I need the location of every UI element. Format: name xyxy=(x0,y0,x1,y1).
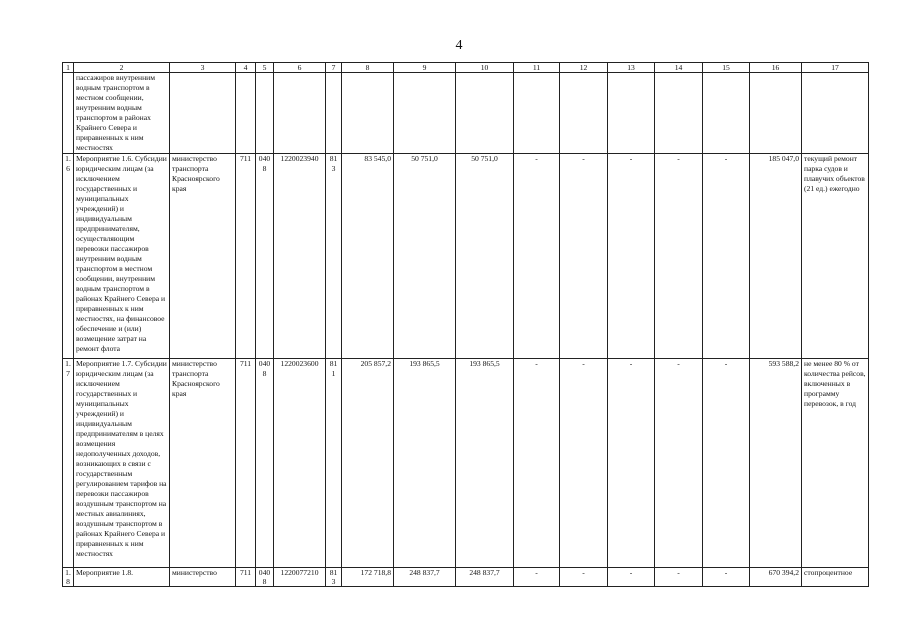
column-number-10: 10 xyxy=(456,63,514,73)
grbs-code-cell: 711 xyxy=(236,154,256,359)
page-number: 4 xyxy=(455,38,463,53)
amount-total-cell: 670 394,2 xyxy=(750,568,802,587)
amount-col-13-cell: - xyxy=(608,359,655,568)
row-number-cell: 1.7 xyxy=(63,359,74,568)
amount-year-2-cell: 50 751,0 xyxy=(394,154,456,359)
expected-result-cell: текущий ремонт парка судов и плавучих объектов (21 ед.) ежегодно xyxy=(802,154,869,359)
amount-col-13-cell: - xyxy=(608,568,655,587)
row-number-cell xyxy=(63,73,74,154)
amount-year-2-cell: 193 865,5 xyxy=(394,359,456,568)
amount-col-13-cell xyxy=(608,73,655,154)
section-code-cell: 0408 xyxy=(256,154,274,359)
amount-year-2-cell: 248 837,7 xyxy=(394,568,456,587)
column-number-13: 13 xyxy=(608,63,655,73)
table-row xyxy=(63,73,869,154)
column-number-4: 4 xyxy=(236,63,256,73)
column-number-9: 9 xyxy=(394,63,456,73)
expected-result-cell xyxy=(802,73,869,154)
column-number-3: 3 xyxy=(170,63,236,73)
executor-cell: министерство транспорта Красноярского края xyxy=(170,154,236,359)
table-row xyxy=(63,154,869,359)
amount-col-14-cell: - xyxy=(655,154,703,359)
column-number-header-row xyxy=(63,63,869,73)
expense-type-code-cell: 813 xyxy=(326,154,342,359)
amount-col-13-cell: - xyxy=(608,154,655,359)
amount-col-15-cell xyxy=(703,73,750,154)
amount-col-12-cell: - xyxy=(560,154,608,359)
amount-col-14-cell: - xyxy=(655,568,703,587)
amount-col-11-cell: - xyxy=(514,568,560,587)
amount-col-11-cell: - xyxy=(514,359,560,568)
amount-col-14-cell: - xyxy=(655,359,703,568)
amount-col-11-cell: - xyxy=(514,154,560,359)
table-row xyxy=(63,359,869,568)
column-number-12: 12 xyxy=(560,63,608,73)
amount-col-11-cell xyxy=(514,73,560,154)
section-code-cell: 0408 xyxy=(256,568,274,587)
measure-name-cell: пассажиров внутренним водным транспортом в местном сообщении, внутренним водным транспортом в районах Крайнего Севера и приравненных к ним местностях xyxy=(74,73,170,154)
grbs-code-cell: 711 xyxy=(236,568,256,587)
column-number-15: 15 xyxy=(703,63,750,73)
column-number-5: 5 xyxy=(256,63,274,73)
amount-col-15-cell: - xyxy=(703,359,750,568)
amount-total-cell: 593 588,2 xyxy=(750,359,802,568)
column-number-1: 1 xyxy=(63,63,74,73)
column-number-8: 8 xyxy=(342,63,394,73)
amount-col-12-cell: - xyxy=(560,568,608,587)
amount-col-15-cell: - xyxy=(703,568,750,587)
column-number-2: 2 xyxy=(74,63,170,73)
amount-col-15-cell: - xyxy=(703,154,750,359)
amount-year-3-cell: 248 837,7 xyxy=(456,568,514,587)
column-number-6: 6 xyxy=(274,63,326,73)
column-number-14: 14 xyxy=(655,63,703,73)
column-number-16: 16 xyxy=(750,63,802,73)
amount-year-1-cell: 205 857,2 xyxy=(342,359,394,568)
amount-year-1-cell: 83 545,0 xyxy=(342,154,394,359)
column-number-7: 7 xyxy=(326,63,342,73)
executor-cell xyxy=(170,73,236,154)
amount-year-3-cell: 50 751,0 xyxy=(456,154,514,359)
amount-year-3-cell xyxy=(456,73,514,154)
program-measures-table xyxy=(62,62,869,587)
target-article-code-cell: 1220077210 xyxy=(274,568,326,587)
expected-result-cell: не менее 80 % от количества рейсов, включенных в программу перевозок, в год xyxy=(802,359,869,568)
grbs-code-cell xyxy=(236,73,256,154)
expense-type-code-cell xyxy=(326,73,342,154)
grbs-code-cell: 711 xyxy=(236,359,256,568)
amount-col-12-cell: - xyxy=(560,359,608,568)
section-code-cell: 0408 xyxy=(256,359,274,568)
table-row xyxy=(63,568,869,587)
measure-name-cell: Мероприятие 1.8. xyxy=(74,568,170,587)
amount-col-14-cell xyxy=(655,73,703,154)
amount-total-cell xyxy=(750,73,802,154)
executor-cell: министерство xyxy=(170,568,236,587)
amount-col-12-cell xyxy=(560,73,608,154)
measure-name-cell: Мероприятие 1.6. Субсидии юридическим лицам (за исключением государственных и муниципальных учреждений) и индивидуальным предпринимателям, осуществляющим перевозки пассажиров внутренним водным транспортом в местном сообщении, внутренним водным транспортом в районах Крайнего Севера и приравненных к ним местностях, на финансовое обеспечение и (или) возмещение затрат на ремонт флота xyxy=(74,154,170,359)
column-number-11: 11 xyxy=(514,63,560,73)
expense-type-code-cell: 813 xyxy=(326,568,342,587)
executor-cell: министерство транспорта Красноярского края xyxy=(170,359,236,568)
expense-type-code-cell: 811 xyxy=(326,359,342,568)
target-article-code-cell: 1220023940 xyxy=(274,154,326,359)
row-number-cell: 1.6 xyxy=(63,154,74,359)
column-number-17: 17 xyxy=(802,63,869,73)
measure-name-cell: Мероприятие 1.7. Субсидии юридическим лицам (за исключением государственных и муниципальных учреждений) и индивидуальным предпринимателям в целях возмещения недополученных доходов, возникающих в связи с государственным регулированием тарифов на перевозки пассажиров воздушным транспортом на местных авиалиниях, воздушным транспортом в районах Крайнего Севера и приравненных к ним местностях xyxy=(74,359,170,568)
row-number-cell: 1.8 xyxy=(63,568,74,587)
expected-result-cell: стопроцентное xyxy=(802,568,869,587)
amount-year-1-cell: 172 718,8 xyxy=(342,568,394,587)
amount-year-1-cell xyxy=(342,73,394,154)
amount-total-cell: 185 047,0 xyxy=(750,154,802,359)
section-code-cell xyxy=(256,73,274,154)
amount-year-2-cell xyxy=(394,73,456,154)
amount-year-3-cell: 193 865,5 xyxy=(456,359,514,568)
target-article-code-cell xyxy=(274,73,326,154)
target-article-code-cell: 1220023600 xyxy=(274,359,326,568)
